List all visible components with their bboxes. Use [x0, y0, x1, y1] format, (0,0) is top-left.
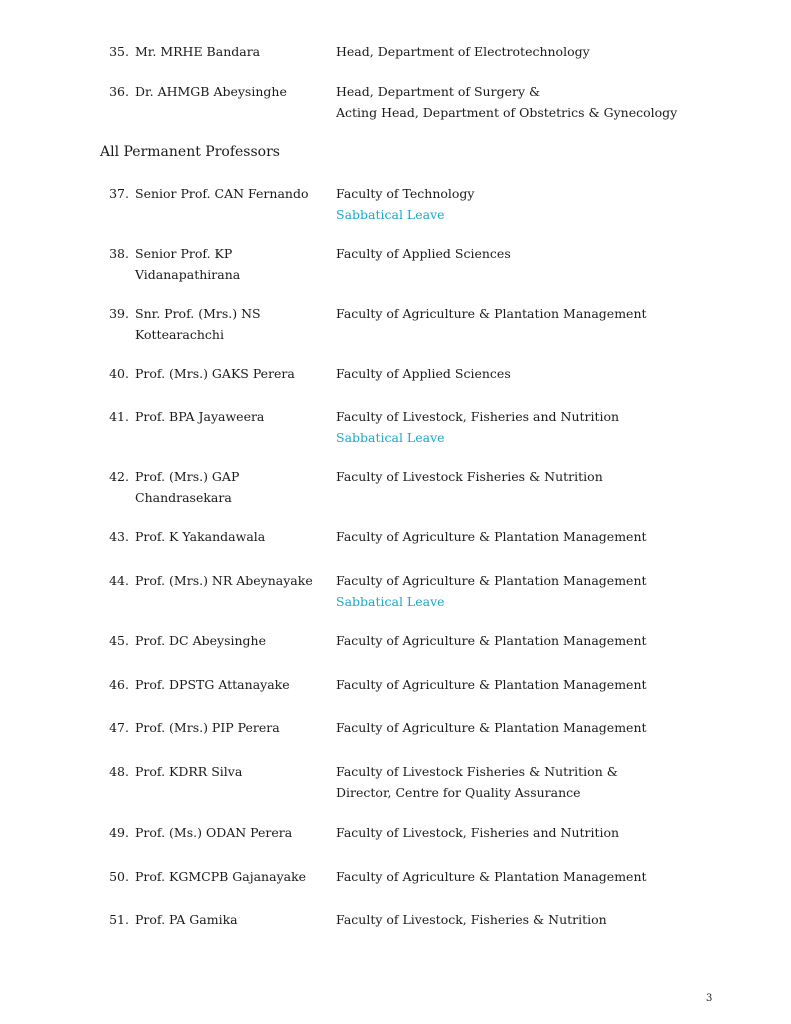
- entry-number: 39.: [109, 306, 129, 321]
- sabbatical-note: Sabbatical Leave: [336, 429, 445, 445]
- entry-number: 42.: [109, 469, 129, 484]
- entry-role: [336, 42, 756, 63]
- entry-number: 43.: [109, 529, 129, 544]
- entry-role: [336, 184, 756, 225]
- entry-role-line: Faculty of Applied Sciences: [336, 246, 511, 261]
- entry-name: Dr. AHMGB Abeysinghe: [135, 84, 287, 99]
- entry-name: Prof. DPSTG Attanayake: [135, 677, 290, 692]
- entry-role: [336, 467, 756, 488]
- entry-name: Prof. DC Abeysinghe: [135, 633, 266, 648]
- entry-role-line: Head, Department of Surgery &: [336, 84, 541, 99]
- entry-role: [336, 910, 756, 931]
- entry-role-line: Faculty of Agriculture & Plantation Management: [336, 633, 647, 648]
- entry-role-line: Faculty of Technology: [336, 186, 475, 201]
- entry-name: Prof. (Ms.) ODAN Perera: [135, 825, 293, 840]
- page-number: 3: [706, 993, 713, 1004]
- entry-role: [336, 82, 756, 123]
- entry-number: 51.: [109, 912, 129, 927]
- entry-role-line: Faculty of Livestock Fisheries & Nutrition &: [336, 764, 618, 779]
- entry-role: [336, 364, 756, 385]
- entry-name: Senior Prof. CAN Fernando: [135, 186, 309, 201]
- entry-role: [336, 867, 756, 888]
- entry-number: 36.: [109, 84, 129, 99]
- entry-role: [336, 675, 756, 696]
- entry-number: 50.: [109, 869, 129, 884]
- entry-role-line: Faculty of Livestock, Fisheries and Nutrition: [336, 825, 620, 840]
- entry-name: Prof. KDRR Silva: [135, 764, 243, 779]
- entry-role: [336, 762, 756, 803]
- entry-number: 38.: [109, 246, 129, 261]
- entry-role-line: Faculty of Agriculture & Plantation Management: [336, 869, 647, 884]
- entry-name: Prof. K Yakandawala: [135, 529, 266, 544]
- entry-role: [336, 244, 756, 265]
- entry-role-line: Director, Centre for Quality Assurance: [336, 784, 581, 800]
- entry-role: [336, 571, 756, 612]
- entry-role-line: Faculty of Agriculture & Plantation Management: [336, 573, 647, 588]
- entry-role: [336, 527, 756, 548]
- entry-role: [336, 823, 756, 844]
- entry-name: Prof. (Mrs.) NR Abeynayake: [135, 573, 313, 588]
- entry-name: Prof. BPA Jayaweera: [135, 409, 265, 424]
- entry-number: 40.: [109, 366, 129, 381]
- entry-number: 44.: [109, 573, 129, 588]
- entry-name: Mr. MRHE Bandara: [135, 44, 261, 59]
- entry-name: Prof. KGMCPB Gajanayake: [135, 869, 307, 884]
- sabbatical-note: Sabbatical Leave: [336, 206, 445, 222]
- sabbatical-note: Sabbatical Leave: [336, 593, 445, 609]
- entry-role: [336, 631, 756, 652]
- entry-role-line: Faculty of Livestock, Fisheries & Nutrition: [336, 912, 607, 927]
- entry-role-line: Faculty of Livestock, Fisheries and Nutrition: [336, 409, 620, 424]
- entry-number: 47.: [109, 720, 129, 735]
- entry-number: 37.: [109, 186, 129, 201]
- entry-role-line: Acting Head, Department of Obstetrics & Gynecology: [336, 104, 678, 120]
- entry-name: Prof. (Mrs.) GAP Chandrasekara: [135, 469, 240, 505]
- entry-role: [336, 407, 756, 448]
- entry-number: 49.: [109, 825, 129, 840]
- entry-role-line: Faculty of Agriculture & Plantation Management: [336, 720, 647, 735]
- entry-name: Prof. PA Gamika: [135, 912, 238, 927]
- entry-number: 46.: [109, 677, 129, 692]
- entry-role: [336, 718, 756, 739]
- entry-role-line: Faculty of Agriculture & Plantation Management: [336, 306, 647, 321]
- entry-number: 45.: [109, 633, 129, 648]
- entry-name: Snr. Prof. (Mrs.) NS Kottearachchi: [135, 306, 261, 342]
- entry-name: Prof. (Mrs.) PIP Perera: [135, 720, 280, 735]
- entry-role-line: Faculty of Livestock Fisheries & Nutrition: [336, 469, 603, 484]
- entry-role-line: Faculty of Agriculture & Plantation Management: [336, 529, 647, 544]
- entry-role: [336, 304, 756, 325]
- entry-number: 41.: [109, 409, 129, 424]
- entry-role-line: Head, Department of Electrotechnology: [336, 44, 590, 59]
- entry-number: 35.: [109, 44, 129, 59]
- entry-name: Senior Prof. KP Vidanapathirana: [135, 246, 241, 282]
- entry-role-line: Faculty of Applied Sciences: [336, 366, 511, 381]
- entry-name: Prof. (Mrs.) GAKS Perera: [135, 366, 295, 381]
- section-heading: All Permanent Professors: [100, 144, 280, 160]
- entry-number: 48.: [109, 764, 129, 779]
- entry-role-line: Faculty of Agriculture & Plantation Management: [336, 677, 647, 692]
